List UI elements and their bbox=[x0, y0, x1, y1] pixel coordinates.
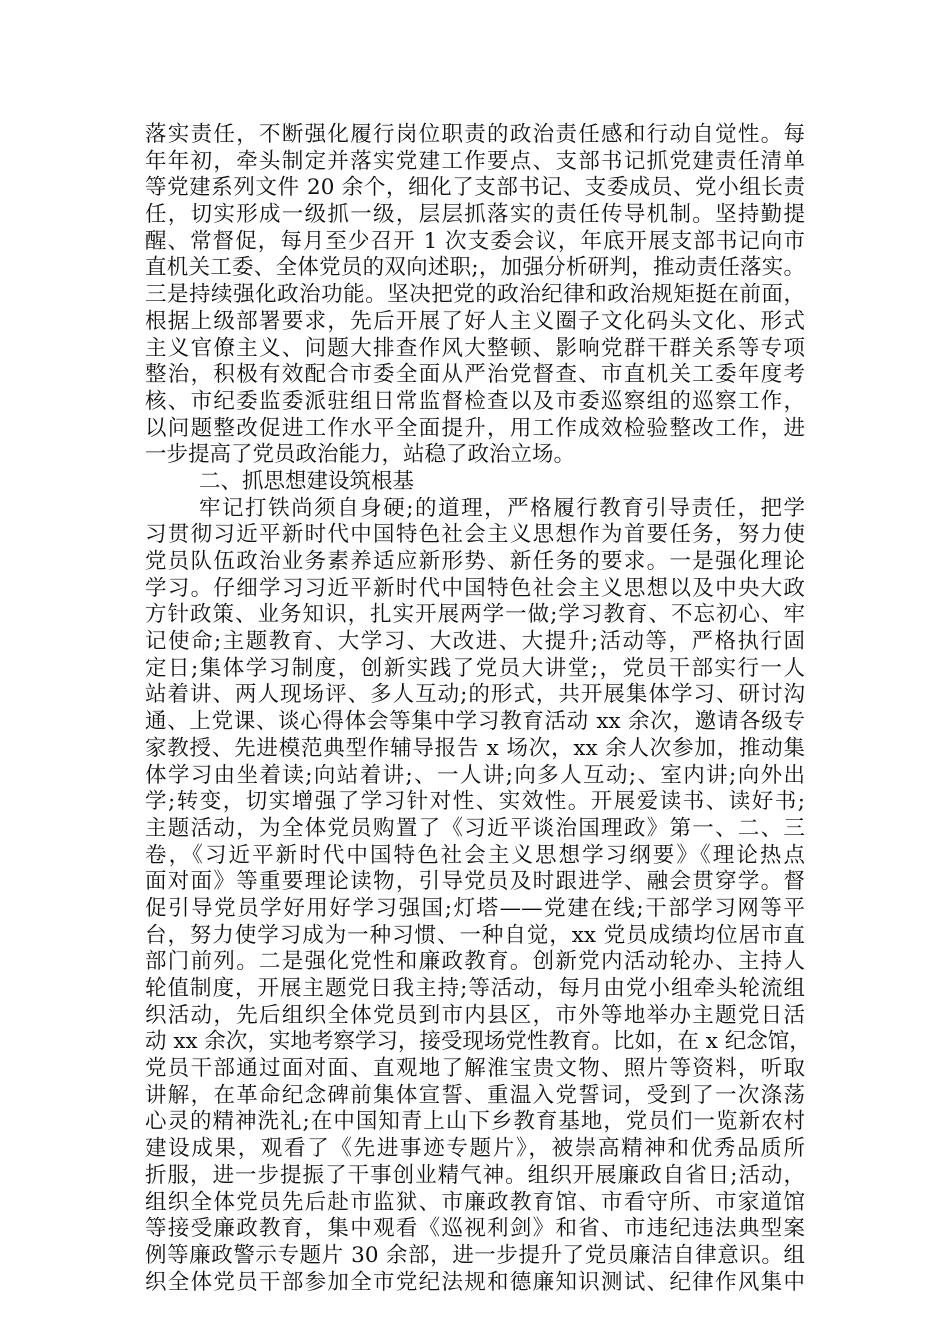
paragraph-line: 通、上党课、谈心得体会等集中学习教育活动 xx 余次，邀请各级专 bbox=[145, 709, 805, 735]
paragraph-line: 定日;集体学习制度，创新实践了党员大讲堂;，党员干部实行一人 bbox=[145, 655, 805, 681]
paragraph-line: 方针政策、业务知识，扎实开展两学一做;学习教育、不忘初心、牢 bbox=[145, 602, 805, 628]
paragraph-line: 核、市纪委监委派驻组日常监督检查以及市委巡察组的巡察工作， bbox=[145, 388, 805, 414]
paragraph-line: 织全体党员干部参加全市党纪法规和德廉知识测试、纪律作风集中 bbox=[145, 1269, 805, 1295]
paragraph-line: 根据上级部署要求，先后开展了好人主义圈子文化码头文化、形式 bbox=[145, 308, 805, 334]
paragraph-line: 牢记打铁尚须自身硬;的道理，严格履行教育引导责任，把学 bbox=[199, 495, 805, 521]
paragraph-line: 三是持续强化政治功能。坚决把党的政治纪律和政治规矩挺在前面， bbox=[145, 282, 805, 308]
paragraph-line: 习贯彻习近平新时代中国特色社会主义思想作为首要任务，努力使 bbox=[145, 522, 805, 548]
paragraph-line: 直机关工委、全体党员的双向述职;，加强分析研判，推动责任落实。 bbox=[145, 255, 805, 281]
paragraph-line: 党员队伍政治业务素养适应新形势、新任务的要求。一是强化理论 bbox=[145, 549, 805, 574]
paragraph-line: 年年初，牵头制定并落实党建工作要点、支部书记抓党建责任清单 bbox=[145, 148, 805, 174]
paragraph-line: 等接受廉政教育，集中观看《巡视利剑》和省、市违纪违法典型案 bbox=[145, 1216, 805, 1242]
paragraph-line: 部门前列。二是强化党性和廉政教育。创新党内活动轮办、主持人 bbox=[145, 949, 805, 975]
document-page bbox=[145, 122, 811, 1296]
paragraph-line: 以问题整改促进工作水平全面提升，用工作成效检验整改工作，进 bbox=[145, 415, 805, 441]
paragraph-line: 主义官僚主义、问题大排查作风大整顿、影响党群干群关系等专项 bbox=[145, 335, 805, 361]
paragraph-line: 折服，进一步提振了干事创业精气神。组织开展廉政自省日;活动， bbox=[145, 1162, 805, 1188]
paragraph-line: 站着讲、两人现场评、多人互动;的形式，共开展集体学习、研讨沟 bbox=[145, 682, 805, 708]
paragraph-line: 等党建系列文件 20 余个，细化了支部书记、支委成员、党小组长责 bbox=[145, 175, 805, 201]
paragraph-line: 台，努力使学习成为一种习惯、一种自觉，xx 党员成绩均位居市直 bbox=[145, 922, 805, 948]
paragraph-line: 家教授、先进模范典型作辅导报告 x 场次，xx 余人次参加，推动集 bbox=[145, 735, 805, 761]
paragraph-line: 党员干部通过面对面、直观地了解淮宝贵文物、照片等资料，听取 bbox=[145, 1056, 805, 1082]
paragraph-line: 动 xx 余次，实地考察学习，接受现场党性教育。比如，在 x 纪念馆， bbox=[145, 1029, 811, 1055]
paragraph-line: 醒、常督促，每月至少召开 1 次支委会议，年底开展支部书记向市 bbox=[145, 228, 805, 254]
paragraph-line: 心灵的精神洗礼;在中国知青上山下乡教育基地，党员们一览新农村 bbox=[145, 1109, 805, 1135]
paragraph-line: 讲解，在革命纪念碑前集体宣誓、重温入党誓词，受到了一次涤荡 bbox=[145, 1082, 805, 1108]
paragraph-line: 例等廉政警示专题片 30 余部，进一步提升了党员廉洁自律意识。组 bbox=[145, 1242, 805, 1268]
paragraph-line: 一步提高了党员政治能力，站稳了政治立场。 bbox=[145, 442, 576, 468]
paragraph-line: 面对面》等重要理论读物，引导党员及时跟进学、融会贯穿学。督 bbox=[145, 869, 805, 895]
paragraph-line: 卷，《习近平新时代中国特色社会主义思想学习纲要》《理论热点 bbox=[145, 842, 805, 868]
paragraph-line: 学习。仔细学习习近平新时代中国特色社会主义思想以及中央大政 bbox=[145, 575, 805, 601]
paragraph-line: 任，切实形成一级抓一级，层层抓落实的责任传导机制。坚持勤提 bbox=[145, 202, 805, 228]
paragraph-line: 组织全体党员先后赴市监狱、市廉政教育馆、市看守所、市家道馆 bbox=[145, 1189, 805, 1215]
paragraph-line: 体学习由坐着读;向站着讲;、一人讲;向多人互动;、室内讲;向外出 bbox=[145, 762, 805, 788]
paragraph-line: 促引导党员学好用好学习强国;灯塔——党建在线;干部学习网等平 bbox=[145, 895, 805, 921]
paragraph-line: 整治，积极有效配合市委全面从严治党督查、市直机关工委年度考 bbox=[145, 362, 805, 388]
paragraph-line: 学;转变，切实增强了学习针对性、实效性。开展爱读书、读好书; bbox=[145, 789, 805, 815]
paragraph-line: 主题活动，为全体党员购置了《习近平谈治国理政》第一、二、三 bbox=[145, 815, 805, 841]
paragraph-line: 建设成果，观看了《先进事迹专题片》，被崇高精神和优秀品质所 bbox=[145, 1136, 805, 1162]
paragraph-line: 轮值制度，开展主题党日我主持;等活动，每月由党小组牵头轮流组 bbox=[145, 976, 805, 1001]
paragraph-line: 织活动，先后组织全体党员到市内县区，市外等地举办主题党日活 bbox=[145, 1002, 805, 1028]
paragraph-line: 记使命;主题教育、大学习、大改进、大提升;活动等，严格执行固 bbox=[145, 629, 805, 655]
paragraph-line: 落实责任，不断强化履行岗位职责的政治责任感和行动自觉性。每 bbox=[145, 122, 805, 147]
section-heading: 二、抓思想建设筑根基 bbox=[199, 468, 415, 494]
